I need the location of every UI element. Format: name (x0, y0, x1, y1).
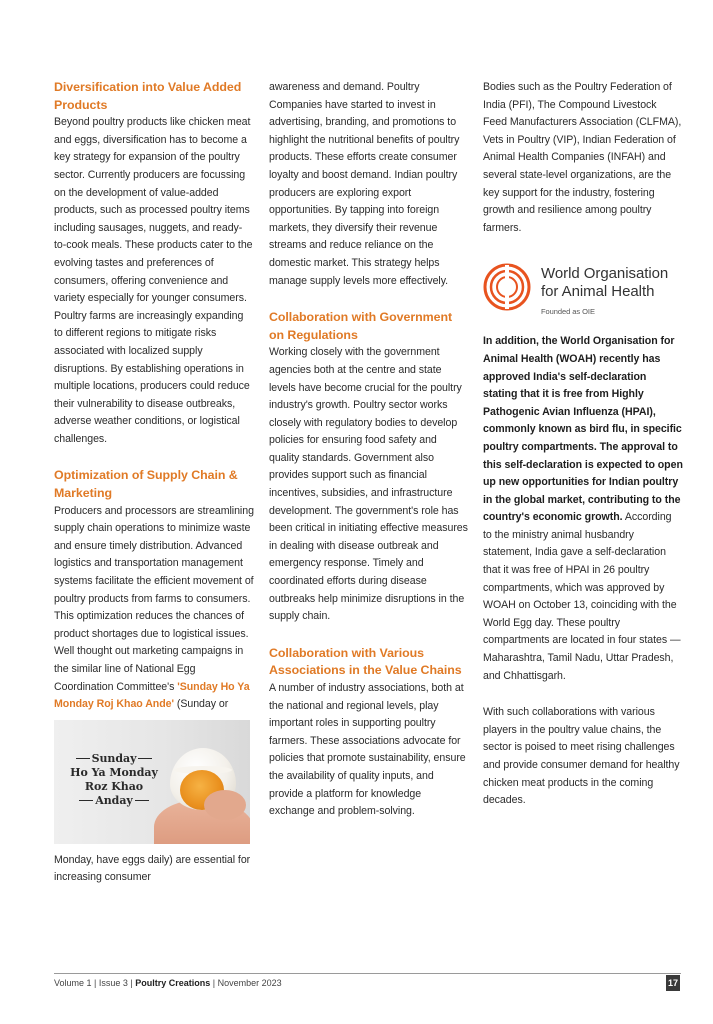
column-2 (269, 79, 469, 821)
footer-issue-info: Volume 1 | Issue 3 | Poultry Creations | November 2023 (54, 978, 282, 988)
paragraph-continued: Monday, have eggs daily) are essential for increasing consumer (54, 853, 251, 884)
column-1 (54, 79, 254, 887)
paragraph-bodies: Bodies such as the Poultry Federation of India (PFI), The Compound Livestock Feed Manufacturers Association (CLFMA), Vets in Poultry (VIP), Indian Federation of Animal Health Companies (INFAH) and several state-level organizations, are the key support for the industry, fostering growth and resilience among poultry farmers. (483, 81, 682, 234)
paragraph-diversification: Beyond poultry products like chicken meat and eggs, diversification has to become a key strategy for expansion of the poultry sector. Currently producers are focussing on the development of value-added products, such as processed poultry items including sausages, nuggets, and ready-to-cook meals. These products cater to the evolving tastes and preferences of consumers, offering convenience and variety especially for younger consumers. Poultry farms are increasingly expanding to different regions to mitigate risks associated with localized supply disruptions. By establishing operations in multiple locations, producers could reduce their vulnerability to disease outbreaks, adverse weather conditions, or logistical challenges. (54, 116, 253, 445)
logo-organisation-name: World Organisation for Animal Health (541, 265, 669, 301)
thumb-shape (204, 790, 246, 820)
paragraph-supply-chain: Producers and processors are streamlining supply chain operations to minimize waste and ensure timely distribution. Advanced logistics and transportation management systems facilitate the efficient movement of poultry products from farms to consumers. This optimization reduces the chances of product shortages due to logistical issues. Well thought out marketing campaigns in the similar line of National Egg Coordination Committee's 'Sunday Ho Ya Monday Roj Khao Ande' (Sunday or (54, 504, 254, 711)
photo-slogan: Sunday Ho Ya Monday Roz Khao Anday (70, 751, 158, 807)
page-number: 17 (666, 975, 680, 991)
logo-founded-as: Founded as OIE (541, 307, 595, 317)
woah-logo (483, 261, 683, 325)
paragraph-awareness: awareness and demand. Poultry Companies have started to invest in advertising, branding, and promotions to highlight the nutritional benefits of poultry products. These efforts create consumer loyalty and boost demand. Indian poultry producers are exploring export opportunities. By tapping into foreign markets, they diversify their revenue streams and reduce reliance on the domestic market. This strategy helps manage supply levels more effectively. (269, 81, 460, 287)
campaign-slogan: 'Sunday Ho Ya Monday Roj Khao Ande' (54, 680, 250, 711)
column-3 (483, 79, 683, 810)
paragraph-woah: In addition, the World Organisation for Animal Health (WOAH) recently has approved India's self-declaration stating that it is free from Highly Pathogenic Avian Influenza (HPAI), commonly known as bird flu, in specific poultry compartments. The approval to this self-declaration is expected to open up new opportunities for Indian poultry in the global market, contributing to the country's economic growth. According to the ministry animal husbandry statement, India gave a self-declaration that it was free of HPAI in 26 poultry compartments, which was approved by WOAH on October 13, coinciding with the World Egg day. These poultry compartments are located in four states — Maharashtra, Tamil Nadu, Uttar Pradesh, and Chhattisgarh. (483, 335, 683, 682)
egg-campaign-photo (54, 720, 250, 844)
woah-emblem-icon (483, 263, 531, 311)
footer-divider (54, 973, 681, 974)
paragraph-government: Working closely with the government agencies both at the centre and state levels have become crucial for the poultry industry's growth. Poultry sector works closely with regulatory bodies to develop policies for ensuring food safety and quality standards. Government also provides support such as financial incentives, subsidies, and infrastructure development. The government's role has been critical in initiating effective measures in dealing with disease outbreak and emergency response. Timely and coordinated efforts during disease outbreaks help minimize disruptions in the supply chain. (269, 346, 468, 623)
heading-supply-chain: Optimization of Supply Chain & Marketing (54, 468, 238, 501)
heading-government: Collaboration with Government on Regulations (269, 310, 453, 342)
paragraph-associations: A number of industry associations, both at the national and regional levels, play important roles in supporting poultry farmers. These associations advocate for policies that promote sustainability, ensure the availability of quality inputs, and provide a platform for knowledge exchange and problem-solving. (269, 682, 466, 818)
heading-associations: Collaboration with Various Associations in the Value Chains (269, 645, 462, 678)
paragraph-conclusion: With such collaborations with various players in the poultry value chains, the sector is poised to meet rising challenges and provide consumer demand for healthy chicken meat products in the coming decades. (483, 706, 680, 807)
heading-diversification: Diversification into Value Added Products (54, 80, 242, 112)
